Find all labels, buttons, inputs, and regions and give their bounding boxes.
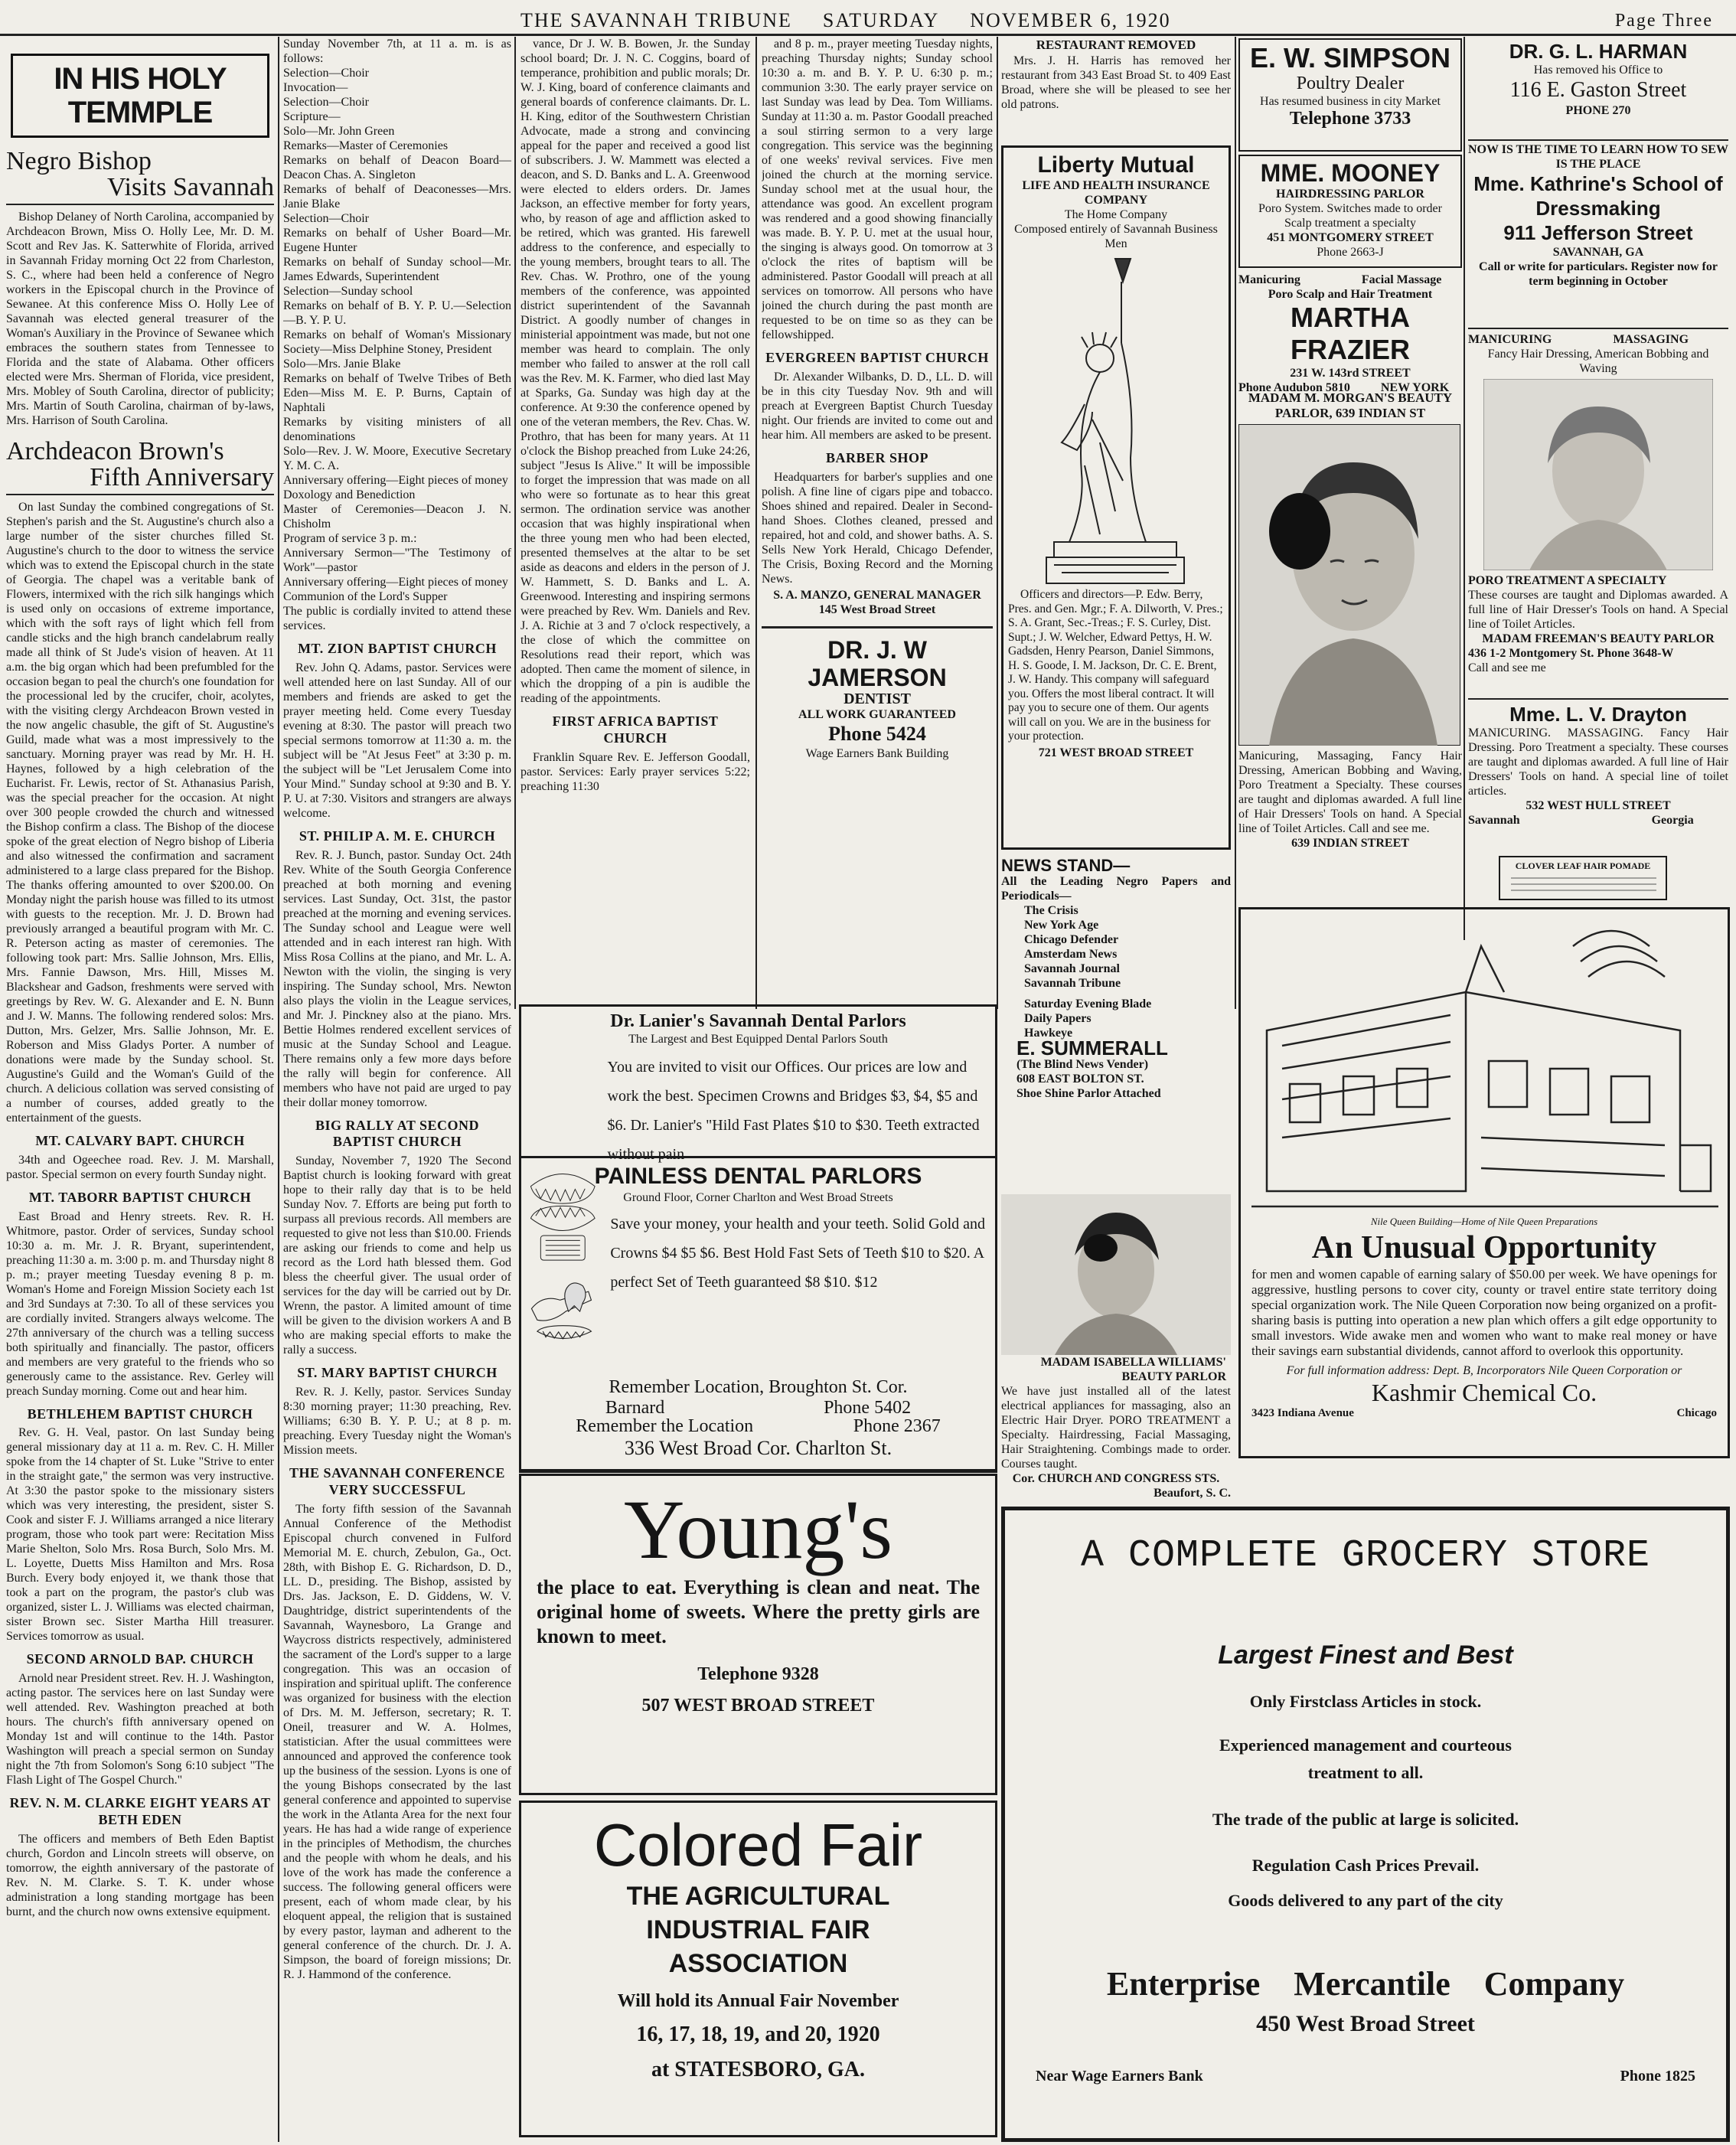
ad-body: Officers and directors—P. Edw. Berry, Pres. and Gen. Mgr.; F. A. Dilworth, V. Pres.; S. A. Grant, Sec.-Treas.; F. S. Curley, Dist. Supt.; J. W. Welcher, Edward Pettys, H. W. Gadsden, Henry Pearson, Daniel Simmons, H. S. Goode, I. M. Jackson, Dr. C. E. Brent, J. W. Handy. This company will safeguard you. Offers the most liberal contract. It will pay you to secure one of them. Our agents will call on you. We are in the business for your protection. bbox=[1008, 588, 1223, 743]
ad-phone: Phone 1825 bbox=[1620, 2068, 1695, 2085]
program-item: Anniversary Sermon—"The Testimony of Work"—pastor bbox=[283, 547, 511, 574]
ad-line: MANICURING MASSAGING bbox=[1468, 333, 1689, 346]
program-list bbox=[283, 66, 511, 633]
ad-line: NOW IS THE TIME TO LEARN HOW TO SEW bbox=[1468, 143, 1728, 156]
ad-line: The trade of the public at large is solicited. bbox=[1212, 1810, 1519, 1829]
ad-body: Manicuring, Massaging, Fancy Hair Dressing, American Bobbing and Waving, Poro Treatment a Specialty. These courses are taught and diplomas awarded. A full line of Hair Dressers' Tools on hand. A Special line of Toilet Articles. Call and see me. bbox=[1238, 749, 1462, 835]
ad-subtitle: Poultry Dealer bbox=[1296, 73, 1405, 93]
news-stand-ad bbox=[1001, 857, 1231, 1194]
church-heading: THE SAVANNAH CONFERENCE VERY SUCCESSFUL bbox=[289, 1464, 505, 1497]
ad-line: Experienced management and courteous treatment to all. bbox=[1219, 1735, 1512, 1782]
ad-address: 451 MONTGOMERY STREET bbox=[1267, 231, 1434, 244]
ad-body: Headquarters for barber's supplies and one polish. A fine line of cigars pipe and tobacco. Shoes shined and repaired. Dealer in Second-hand Shoes. Clothes cleaned, pressed and repaired, hot and cold, and shower baths. A. S. Sells New York Herald, Chicago Defender, The Crisis, Boxing Record and the Morning News. bbox=[762, 470, 993, 586]
ad-address: 911 Jefferson Street bbox=[1503, 221, 1693, 244]
church-body: East Broad and Henry streets. Rev. R. H. Whitmore, pastor. Order of services, Sunday school 10:30 a. m. Mr. J. R. Bryant, superintendent, preaching 11:30 a. m. 3:00 p. m. and Thursday night 8 p. m.; prayer meeting Tuesday evening 8 p. m. Woman's Home and Foreign Mission Society each 1st and 3rd Sundays at 7:30. To all of these services you are cordially invited. Strangers always welcome. The 27th anniversary of the church was a telling success both spiritually and financially. The pastor, officers and members are very grateful to the friends who so generously came to the assistance. Rev. Gerley will preach Sunday morning. Come out and hear him. bbox=[6, 1210, 274, 1398]
column-1 bbox=[6, 37, 274, 2138]
story-body: vance, Dr J. W. B. Bowen, Jr. the Sunday school board; Dr. J. N. C. Coggins, board of temperance, prohibition and public morals; Dr. W. J. King, board of conference claimants and general boards of conference claimants. Dr. L. H. King, editor of the Southwestern Christian Advocate, made a strong and convincing appeal for the paper and received a good list of subscribers. J. W. Mammett was elected a deacon, and S. D. Banks and L. A. Greenwood were elected to elders orders. Dr. James Jackson, an effective member for forty years, who, by reason of age and affliction asked to be retired, which was granted. His farewell address to the conference, and especially to the young members, brought tears to all. The Rev. Chas. W. Prothro, one of the young members of the conference, was appointed district superintendent of the Savannah District. A goodly number of changes in ministerial appointment was made, but not one member was heard to complain. The only member who failed to answer at the roll call was the Rev. M. K. Farmer, who died last May at Sparks, Ga. Sunday was high day at the conference. At 9:30 the conference opened by one of the veteran members, the Rev. Chas. W. Prothro, that has been for many years. At 11 o'clock the Bishop preached from Luke 24:26, subject "Jesus Is Alive." It will be impossible to forget the impression that was made on all who were so fortunate as to hear this great sermon. The ordination service was another occasion that was highly inspirational when the three young men who had been elected, presented themselves at the altar to be set aside as deacons and elders in the person of J. W. Hammett, S. D. Banks and L. A. Greenwood. Interesting and inspiring sermons were preached by Rev. Wm. Daniels and Rev. J. A. Richie at 3 and 7 o'clock respectively, a the close of which the committee on Resolutions read their report, which was adopted. Then came the moment of silence, in which the dropping of a pin is audible the reading of the appointments. bbox=[520, 38, 750, 705]
page-number: Page Three bbox=[1614, 10, 1713, 31]
column-rule bbox=[1235, 37, 1236, 1009]
ad-title: Liberty Mutual bbox=[1037, 152, 1195, 178]
ad-title: PAINLESS DENTAL PARLORS bbox=[594, 1164, 922, 1189]
simpson-ad bbox=[1238, 38, 1462, 152]
ad-line: ALL WORK GUARANTEED bbox=[798, 708, 956, 722]
martha-frazier-ad bbox=[1238, 273, 1462, 394]
ad-subtitle: LIFE AND HEALTH INSURANCE COMPANY bbox=[1022, 179, 1210, 207]
program-item: Communion of the Lord's Supper bbox=[283, 590, 448, 603]
headline-line: Negro Bishop bbox=[6, 147, 152, 175]
nile-queen-building-illustration bbox=[1251, 916, 1718, 1214]
section-title: IN HIS HOLY TEMMPLE bbox=[54, 62, 227, 129]
ad-line: For full information address: Dept. B, Incorporators Nile Queen Corporation or bbox=[1286, 1364, 1682, 1377]
column-3 bbox=[520, 37, 750, 994]
ad-phone: Phone 5402 bbox=[824, 1398, 912, 1418]
drayton-ad bbox=[1468, 703, 1728, 856]
ad-body: We have just installed all of the latest electrical appliances for massaging, also an Electric Hair Dryer. PORO TREATMENT a Specialty. Hairdressing, Facial Massaging, Hair Straightening. Combings made to order. Courses taught. bbox=[1001, 1385, 1231, 1471]
ad-address: 608 EAST BOLTON ST. bbox=[1016, 1072, 1144, 1086]
ad-address: 3423 Indiana Avenue bbox=[1251, 1407, 1354, 1419]
paper-list bbox=[1001, 903, 1231, 991]
program-item: Selection—Sunday school bbox=[283, 285, 413, 298]
ad-body: Will hold its Annual Fair November bbox=[617, 1991, 899, 2011]
ad-body: MANICURING. MASSAGING. Fancy Hair Dressing. Poro Treatment a specialty. These courses are taught and diplomas awarded. A full line of Hair Dressers' Tools on hand. A special line of toilet articles. bbox=[1468, 726, 1728, 798]
ad-line: Scalp treatment a specialty bbox=[1284, 217, 1416, 230]
painless-dental-ad bbox=[519, 1156, 997, 1471]
ad-address: 231 W. 143rd STREET bbox=[1290, 367, 1411, 380]
column-4 bbox=[762, 37, 993, 1001]
ad-address: 532 WEST HULL STREET bbox=[1526, 799, 1671, 812]
program-item: Remarks by visiting ministers of all denominations bbox=[283, 416, 511, 443]
harman-ad bbox=[1468, 40, 1728, 139]
fair-place: at STATESBORO, GA. bbox=[651, 2058, 865, 2081]
ad-rule bbox=[1468, 139, 1728, 141]
ad-address: Wage Earners Bank Building bbox=[805, 747, 949, 761]
ad-name: MADAM FREEMAN'S BEAUTY PARLOR bbox=[1482, 632, 1715, 645]
program-item: Scripture— bbox=[283, 110, 341, 123]
paper-name: Daily Papers bbox=[1024, 1011, 1092, 1025]
masthead-date: NOVEMBER 6, 1920 bbox=[970, 9, 1171, 31]
ad-address: 436 1-2 Montgomery St. Phone 3648-W bbox=[1468, 647, 1674, 660]
ad-street: Barnard bbox=[605, 1398, 665, 1418]
ad-location: Remember Location, Broughton St. Cor. bbox=[609, 1377, 908, 1397]
headline-line: Visits Savannah bbox=[107, 173, 274, 201]
headline-line: Fifth Anniversary bbox=[90, 463, 274, 491]
ad-company: Kashmir Chemical Co. bbox=[1371, 1379, 1597, 1406]
paper-name: Chicago Defender bbox=[1024, 932, 1119, 946]
program-item: Solo—Mrs. Janie Blake bbox=[283, 358, 401, 371]
illustration-caption: Nile Queen Building—Home of Nile Queen Preparations bbox=[1370, 1216, 1598, 1227]
liberty-mutual-ad bbox=[1001, 145, 1231, 850]
church-heading: MT. CALVARY BAPT. CHURCH bbox=[35, 1133, 245, 1148]
story-body: On last Sunday the combined congregations of St. Stephen's parish and the St. Augustine's church also a large number of the sister churches filled St. Augustine's church to the door to witness the service which was to extend the Episcopal church in the state of Georgia. The chapel was a veritable bank of Flowers, intermixed with the rich silk hangings which is used only on occasions of extreme importance, which with the soft rays of light which fell from candle sticks and the high branch candelabrum really made all think of St Jude's vision of heaven. At 11 a.m. the big organ which had been prefumbled for the occasion began to peal the church's one foundation for the processional led by the crucifer, choir, acolytes, with the visiting clergy Archdeacon Brown vested in the now angelic chasuble, the gift of St. Augustine's Guild, made what was a most impressively to the sanctuary. Morning prayer was read by Mr. H. H. Haynes, followed by a high celebration of the Eucharist. Fr. Lewis, rector of St. Athanasius Parish, was the special preacher for the occasion. At night over 300 people crowded the church and witnessed the Bishop confirm a class. The Bishop of the diocese spoke of the great election of Negro bishop of Liberia and also witnessed the confirmation and sacrament administered to a large class prepared for the Bishop. The thanks offering amounted to over $200.00. On Monday night the parish house was filled to its utmost with guests to the reception. Mr. J. D. Brown had previously arranged a beautiful program with Mr. C. R. Peterson acting as master of ceremonies. The following took part: Mrs. Sallie Johnson, Mrs. Ellis, Mrs. Fannie Dawson, Mrs. Hill, Misses M. Blackshear and Gadson, freshments were served with greetings by Rev. W. G. Alexander and E. N. Bunn and J. W. Manns. The following rendered solos: Mrs. Dutton, Mrs. Gelzer, Mrs. Sallie Johnson, Mr. E. Roberson and Miss Gladys Porter. A number of donations were made by the Sunday school. St. Augustine's Guild and the Woman's Guild of the church. A delicious collation was served consisting of a number of courses, added greatly to the entertainment of the guests. bbox=[6, 501, 274, 1125]
ad-line: (The Blind News Vender) bbox=[1016, 1057, 1149, 1071]
church-body: Dr. Alexander Wilbanks, D. D., LL. D. will be in this city Tuesday Nov. 9th and will preach at Evergreen Baptist Church Tuesday night. Our friends are invited to come out and hear him. All members are asked to be present. bbox=[762, 370, 993, 442]
portrait-photo bbox=[1238, 424, 1460, 746]
ad-address: 336 West Broad Cor. Charlton St. bbox=[624, 1437, 892, 1459]
program-item: Anniversary offering—Eight pieces of money bbox=[283, 474, 508, 487]
program-item: Selection—Choir bbox=[283, 212, 369, 225]
ad-name: DR. J. W JAMERSON bbox=[808, 635, 947, 691]
story-headline bbox=[6, 149, 274, 201]
church-heading: REV. N. M. CLARKE EIGHT YEARS AT BETH EDEN bbox=[9, 1795, 271, 1827]
paper-name: Hawkeye bbox=[1024, 1026, 1073, 1040]
freeman-beauty-ad bbox=[1468, 332, 1728, 700]
program-item: Remarks on behalf of Sunday school—Mr. James Edwards, Superintendent bbox=[283, 256, 511, 283]
program-item: Remarks on behalf of Usher Board—Mr. Eugene Hunter bbox=[283, 227, 511, 254]
clover-leaf-label bbox=[1499, 856, 1667, 900]
column-rule bbox=[514, 37, 516, 1009]
ad-phone: Telephone 9328 bbox=[697, 1664, 819, 1684]
program-item: Remarks of behalf of Deaconesses—Mrs. Janie Blake bbox=[283, 183, 511, 211]
ad-line: Composed entirely of Savannah Business Men bbox=[1014, 223, 1218, 250]
ad-title: An Unusual Opportunity bbox=[1311, 1230, 1657, 1265]
ad-line: Call and see me bbox=[1468, 661, 1546, 674]
nile-queen-ad bbox=[1238, 907, 1730, 1458]
youngs-ad bbox=[519, 1474, 997, 1795]
ad-city: SAVANNAH, GA bbox=[1552, 246, 1644, 259]
ad-line: The Home Company bbox=[1064, 208, 1168, 221]
ad-rule bbox=[1468, 328, 1728, 329]
program-item: Remarks on behalf of Twelve Tribes of Beth Eden—Miss M. E. P. Burns, Captain of Naphtali bbox=[283, 372, 511, 414]
ad-label: CLOVER LEAF HAIR POMADE bbox=[1515, 860, 1651, 871]
statue-of-liberty-illustration bbox=[1008, 251, 1222, 588]
tooth-hand-illustration bbox=[526, 1210, 602, 1416]
program-item: Anniversary offering—Eight pieces of money bbox=[283, 576, 508, 589]
column-rule bbox=[1464, 37, 1465, 940]
ad-address: 450 West Broad Street bbox=[1256, 2011, 1475, 2036]
ad-title: Young's bbox=[623, 1483, 893, 1576]
column-rule bbox=[278, 37, 279, 2142]
church-body: Rev. John Q. Adams, pastor. Services were well attended here on last Sunday. All of our members and friends are asked to get the prayer meeting held. Come every Tuesday evening at 8:30. The pastor will preach two special sermons tomorrow at 11:30 a. m. the subject will be "At Jesus Feet" at 3:30 p. m. the subject will be "Let Jerusalem Come into Your Mind." Sunday school at 9:30 and B. Y. P. U. at 7:30. Visitors and strangers are always welcome. bbox=[283, 661, 511, 820]
church-body: The officers and members of Beth Eden Baptist church, Gordon and Lincoln streets will observe, on tomorrow, the eighth anniversary of the pastorate of Rev. N. M. Clarke. S. T. K. under whose administration a long standing mortgage has been burnt, and the church now owns extensive equipment. bbox=[6, 1832, 274, 1918]
portrait-photo bbox=[1001, 1194, 1231, 1355]
ad-phone: Phone 2367 bbox=[853, 1416, 941, 1436]
ad-city: Chicago bbox=[1676, 1407, 1717, 1419]
ad-phone: Phone 5424 bbox=[828, 723, 926, 746]
church-body: Sunday, November 7, 1920 The Second Baptist church is looking forward with great hope to their rally day that is to be held Sunday Nov. 7. Efforts are being put forth to surpass all previous records. All members are requested to give not less than $10.00. Friends are asking our friends to come and help us record as the Lord hath blessed them. God bless the cheerful giver. The usual order of services for the day will be carried out by Dr. Wrenn, the pastor. A limited amount of time will be given to the division workers A and B who are making special efforts to make the rally a success. bbox=[283, 1154, 511, 1357]
grocery-store-ad bbox=[1001, 1507, 1730, 2142]
ad-title: NEWS STAND— bbox=[1001, 857, 1131, 875]
program-item: Solo—Rev. J. W. Moore, Executive Secretary Y. M. C. A. bbox=[283, 445, 511, 472]
program-item: Remarks on behalf of Deacon Board—Deacon Chas. A. Singleton bbox=[283, 154, 511, 181]
headline-line: Archdeacon Brown's bbox=[6, 437, 224, 465]
program-intro: Sunday November 7th, at 11 a. m. is as follows: bbox=[283, 38, 511, 65]
church-heading: MT. ZION BAPTIST CHURCH bbox=[298, 641, 497, 656]
program-item: Program of service 3 p. m.: bbox=[283, 532, 417, 545]
church-heading: FIRST AFRICA BAPTIST CHURCH bbox=[552, 713, 719, 746]
masthead-rule bbox=[0, 34, 1736, 36]
ad-line: Regulation Cash Prices Prevail. bbox=[1251, 1856, 1480, 1875]
ad-name: MARTHA FRAZIER bbox=[1291, 302, 1410, 365]
program-item: The public is cordially invited to attend these services. bbox=[283, 605, 511, 632]
column-rule bbox=[997, 37, 998, 1009]
ad-line: Poro System. Switches made to order bbox=[1258, 202, 1442, 215]
ad-city: Savannah Georgia bbox=[1468, 814, 1694, 827]
ad-name: E. SUMMERALL bbox=[1016, 1036, 1168, 1059]
ad-name: DR. G. L. HARMAN bbox=[1509, 40, 1688, 63]
ad-title: MADAM ISABELLA WILLIAMS' BEAUTY PARLOR bbox=[1040, 1356, 1226, 1383]
column-rule bbox=[755, 37, 757, 1009]
paper-name: THE SAVANNAH TRIBUNE bbox=[520, 9, 792, 31]
ad-phone: Telephone 3733 bbox=[1289, 109, 1411, 129]
ad-name: Mme. Kathrine's School of Dressmaking bbox=[1473, 172, 1723, 220]
ad-location: Remember the Location bbox=[576, 1416, 754, 1436]
ad-phone: PHONE 270 bbox=[1565, 104, 1631, 117]
program-item: Solo—Mr. John Green bbox=[283, 125, 395, 138]
ad-body: for men and women capable of earning salary of $50.00 per week. We have openings for aggressive, hustling persons to cover city, county or travel entire state territory doing special organization work. The Nile Queen Corporation now being organized on a profit-sharing basis is putting into operation a new plan which offers a gilt edge opportunity to small investors. Wide awake men and women who want to make real money or have their savings earn substantial dividends, cannot afford to overlook this opportunity. bbox=[1251, 1267, 1717, 1358]
portrait-photo bbox=[1483, 379, 1713, 570]
church-heading: ST. PHILIP A. M. E. CHURCH bbox=[299, 828, 496, 844]
church-body: The forty fifth session of the Savannah Annual Conference of the Methodist Episcopal church convened in Fulford Memorial M. E. church, Zebulon, Ga., Oct. 28th, with Bishop E. G. Richardson, D. D., LL. D., presiding. The Bishop, assisted by Drs. Jas. Jackson, E. D. Giddens, W. V. Daughtridge, district superintendents of the Savannah, Waynesboro, La Grange and Waycross districts respectively, administered the sacrament of the Lord's supper to a large congregation. This was an occasion of inspiration and spiritual uplift. The conference was organized for business with the election of Drs. M. M. Jefferson, secretary; R. T. Oneil, treasurer and W. A. Holmes, statistician. After the usual committees were announced and approved the conference took up the business of the session. Lyons is one of the young Bishops consecrated by the last general conference and appointed to supervise the work in the Atlanta Area for the next four years. He has had a wide range of experience in the principles of Methodism, the churches and the people with whom he deals, and his love of the work has made the conference a success. The following general officers were present, each of whom made clear, by his eloquent appeal, the religion that is sustained by every pastor, layman and adherent to the general conference of the church. Dr. J. A. Simpson, the board of foreign missions; Dr. R. J. Hammond of the conference. bbox=[283, 1502, 511, 1981]
notice-body: Mrs. J. H. Harris has removed her restaurant from 343 East Broad St. to 409 East Broad, where she will be pleased to see her old patrons. bbox=[1001, 54, 1231, 111]
ad-title: Dr. Lanier's Savannah Dental Parlors bbox=[610, 1011, 906, 1031]
ad-phone: Phone 2663-J bbox=[1317, 246, 1384, 259]
ad-name: MME. MOONEY bbox=[1260, 159, 1441, 187]
program-item: Selection—Choir bbox=[283, 96, 369, 109]
label-lines-icon bbox=[1503, 872, 1664, 895]
ad-title: MADAM M. MORGAN'S BEAUTY PARLOR, 639 INDIAN ST bbox=[1248, 390, 1453, 420]
ad-line: Has resumed business in city Market bbox=[1260, 95, 1441, 108]
ad-phone: Phone Audubon 5810 NEW YORK bbox=[1238, 381, 1450, 394]
ad-subtitle: The Largest and Best Equipped Dental Parlors South bbox=[628, 1033, 888, 1046]
ad-body: Save your money, your health and your teeth. Solid Gold and Crowns $4 $5 $6. Best Hold Fast Sets of Teeth $10 to $20. A perfect Set of Teeth guaranteed $8 $10. $12 bbox=[610, 1216, 986, 1291]
ad-line: All the Leading Negro Papers and Periodicals— bbox=[1001, 874, 1231, 903]
program-item: Master of Ceremonies—Deacon J. N. Chisholm bbox=[283, 503, 511, 531]
ad-address: 721 WEST BROAD STREET bbox=[1038, 746, 1194, 759]
ad-address: Cor. CHURCH AND CONGRESS STS. bbox=[1012, 1472, 1220, 1485]
ad-city: Beaufort, S. C. bbox=[1154, 1487, 1231, 1500]
church-heading: SECOND ARNOLD BAP. CHURCH bbox=[26, 1651, 254, 1667]
column-2 bbox=[283, 37, 511, 2138]
program-item: Doxology and Benediction bbox=[283, 488, 416, 501]
colored-fair-ad bbox=[519, 1801, 997, 2137]
church-heading: BIG RALLY AT SECOND BAPTIST CHURCH bbox=[315, 1117, 480, 1150]
fair-dates: 16, 17, 18, 19, and 20, 1920 bbox=[636, 2023, 880, 2046]
church-body: Rev. R. J. Kelly, pastor. Services Sunday 8:30 morning prayer; 11:30 preaching, Rev. Williams; 6:30 B. Y. P. U.; at 8 p. m. preaching. Every Tuesday night the Woman's Mission meets. bbox=[283, 1385, 511, 1457]
masthead bbox=[520, 8, 1713, 34]
ad-body: You are invited to visit our Offices. Our prices are low and work the best. Specimen Crowns and Bridges $3, $4, $5 and $6. Dr. Lanier's "Hild Fast Plates $10 to $30. Teeth extracted without pain bbox=[607, 1059, 980, 1163]
ad-line: Has removed his Office to bbox=[1533, 64, 1663, 77]
ad-subtitle: DENTIST bbox=[844, 690, 911, 707]
mooney-ad bbox=[1238, 155, 1462, 268]
ad-line: Call or write for particulars. Register now for term beginning in October bbox=[1479, 260, 1718, 288]
program-item: Invocation— bbox=[283, 81, 348, 94]
ad-line: Shoe Shine Parlor Attached bbox=[1016, 1086, 1161, 1100]
church-body: Rev. G. H. Veal, pastor. On last Sunday being general missionary day at 11 a. m. Rev. C. H. Miller spoke from the 14 chapter of St. Luke "Strive to enter in the straight gate," the sermon was very instructive. At 3:30 the pastor spoke to the missionary sisters which was very interesting, the president, sister S. Cook and sister F. J. Williams arranged a nice literary program, those who took part were: Recitation Miss Marie Shelton, Solo Mrs. Rosa Burch, Solo Mrs. M. L. Loyette, Duetts Miss Hamilton and Mrs. Rosa Burch. Every body enjoyed it, we thank those that took a part on the program, the pastor's club was organized, sister L. J. Williams was elected chairman, sister Brown sec. Sister Martha Hill treasurer. Services tomorrow as usual. bbox=[6, 1426, 274, 1644]
ad-heading: BARBER SHOP bbox=[825, 449, 929, 465]
church-body: Rev. R. J. Bunch, pastor. Sunday Oct. 24th Rev. White of the South Georgia Conference preached at both morning and evening services. Last Sunday, Oct. 31st, the pastor preached at the morning and evening services. The Sunday school and League were well attended and in each interest ran high. With Miss Rosa Collins at the piano, and Mr. L. A. Newton with the violin, the singing is very inspiring. The Sunday school, Mrs. Newton also plays the violin in the League services, and Mr. J. Pinckney also at the piano. Mrs. Bettie Holmes rendered excellent services of music at the Sunday School and League. There remains only a few more days before the rally will begin for conference. All members who have not paid are urged to pay their dollar money tomorrow. bbox=[283, 848, 511, 1109]
ad-line: IS THE PLACE bbox=[1555, 158, 1641, 171]
church-heading: BETHLEHEM BAPTIST CHURCH bbox=[27, 1406, 253, 1422]
program-item: Remarks on behalf of B. Y. P. U.—Selection—B. Y. P. U. bbox=[283, 299, 511, 327]
church-body: Arnold near President street. Rev. H. J. Washington, acting pastor. The services here on last Sunday were well attended. Rev. Washington preached at both hours. The church's fifth anniversary opened on Monday 1st and will continue to the 14th. Pastor Washington will preach a special sermon on Sunday night the 7th from Solomon's Song 6:10 subject "The Flash Light of The Gospel Church." bbox=[6, 1672, 274, 1788]
church-body: Franklin Square Rev. E. Jefferson Goodall, pastor. Services: Early prayer services 5:22; preaching 11:30 bbox=[520, 750, 750, 793]
ad-body: These courses are taught and Diplomas awarded. A full line of Hair Dresser's Tools on hand. A Special line of Toilet Articles. bbox=[1468, 589, 1728, 631]
paper-name: Amsterdam News bbox=[1024, 947, 1118, 961]
morgan-beauty-ad bbox=[1238, 390, 1462, 850]
ad-name: E. W. SIMPSON bbox=[1249, 42, 1451, 73]
ad-subtitle: HAIRDRESSING PARLOR bbox=[1276, 188, 1424, 201]
ad-subtitle: Fancy Hair Dressing, American Bobbing and Waving bbox=[1487, 348, 1709, 375]
paper-name: The Crisis bbox=[1024, 903, 1078, 917]
paper-list bbox=[1001, 997, 1231, 1040]
ad-tagline: Largest Finest and Best bbox=[1218, 1641, 1513, 1670]
story-body: Bishop Delaney of North Carolina, accompanied by Archdeacon Brown, Miss O. Holly Lee, Mr. D. M. Scott and Rev Jas. K. Satterwhite of Florida, arrived in Savannah Friday morning Oct 22 from Charleston, S. C., where had been held a conference of Negro workers in the Episcopal church in the Province of Sewanee. At this conference Miss O. Holly Lee of Savannah was elected general treasurer of the Woman's Auxiliary in the Province of Sewanee which embraces the southern states from Tennessee to Florida and the state of Alabama. Other officers elected were Mrs. Sherman of Florida, vice president, Mrs. Mobley of South Carolina, director of publicity; Mrs. Martin of South Carolina, chairman of by-laws, Mrs. Harrison of South Carolina. bbox=[6, 211, 274, 427]
ad-subtitle: THE AGRICULTURAL INDUSTRIAL FAIR ASSOCIATION bbox=[626, 1882, 890, 1978]
paper-name: New York Age bbox=[1024, 918, 1099, 932]
ad-line: Goods delivered to any part of the city bbox=[1228, 1891, 1503, 1910]
paper-name: Savannah Tribune bbox=[1024, 976, 1121, 990]
story-headline bbox=[6, 439, 274, 491]
ad-name: Mme. L. V. Drayton bbox=[1509, 703, 1687, 726]
ad-body: the place to eat. Everything is clean and neat. The original home of sweets. Where the pretty girls are known to meet. bbox=[537, 1576, 980, 1647]
program-item: Remarks on behalf of Woman's Missionary Society—Miss Delphine Stoney, President bbox=[283, 328, 511, 356]
paper-name: Saturday Evening Blade bbox=[1024, 997, 1152, 1010]
program-item: Remarks—Master of Ceremonies bbox=[283, 139, 449, 152]
ad-address: 507 WEST BROAD STREET bbox=[641, 1696, 875, 1716]
church-heading: ST. MARY BAPTIST CHURCH bbox=[297, 1365, 498, 1381]
church-body: 34th and Ogeechee road. Rev. J. M. Marshall, pastor. Special sermon on every fourth Sunday night. bbox=[6, 1153, 274, 1181]
ad-subtitle: Ground Floor, Corner Charlton and West Broad Streets bbox=[623, 1191, 893, 1204]
kathrine-dressmaking-ad bbox=[1468, 142, 1728, 326]
ad-signature: S. A. MANZO, GENERAL MANAGER bbox=[773, 588, 981, 602]
ad-line: Near Wage Earners Bank bbox=[1036, 2068, 1203, 2085]
notice-heading: RESTAURANT REMOVED bbox=[1036, 38, 1196, 52]
ad-specialty: PORO TREATMENT A SPECIALTY bbox=[1468, 574, 1667, 587]
ad-company: Enterprise Mercantile Company bbox=[1106, 1965, 1625, 2003]
ad-address: 116 E. Gaston Street bbox=[1509, 78, 1687, 102]
ad-address: 145 West Broad Street bbox=[818, 602, 936, 616]
ad-rule bbox=[1468, 698, 1728, 700]
isabella-williams-ad bbox=[1001, 1194, 1231, 1508]
section-banner bbox=[11, 54, 269, 138]
church-heading: EVERGREEN BAPTIST CHURCH bbox=[765, 350, 989, 365]
ad-title: Colored Fair bbox=[593, 1811, 923, 1879]
church-heading: MT. TABORR BAPTIST CHURCH bbox=[28, 1189, 252, 1205]
masthead-day: SATURDAY bbox=[822, 9, 940, 31]
story-body: and 8 p. m., prayer meeting Tuesday nights, preaching Thursday nights; Sunday school 10:30 a. m. and B. Y. P. U. 6:30 p. m.; communion 3:30. The early prayer service on last Sunday was lead by Dea. Tom Williams. Sunday at 11:30 a. m. Pastor Goodall preached a soul stirring sermon to a very large congregation. This service was the beginning of one weeks' revival services. Five men joined the church at the morning service. Sunday school met at the usual hour, the attendance was good. An excellent program was rendered and a good showing financially was made. B. Y. P. U. met at the usual hour, the singing is always good. On tomorrow at 3 o'clock the rites of baptism will be administered. Pastor Goodall will preach at all services on tomorrow. All persons who have joined the church during the past month are requested to be on time so as they can be fellowshipped. bbox=[762, 38, 993, 341]
ad-title: A COMPLETE GROCERY STORE bbox=[1080, 1534, 1651, 1578]
ad-line: Only Firstclass Articles in stock. bbox=[1249, 1692, 1482, 1711]
ad-address: 639 INDIAN STREET bbox=[1291, 837, 1409, 850]
paper-name: Savannah Journal bbox=[1024, 961, 1120, 975]
ad-subtitle: Poro Scalp and Hair Treatment bbox=[1268, 288, 1433, 301]
program-item: Selection—Choir bbox=[283, 67, 369, 80]
ad-line: Manicuring Facial Massage bbox=[1238, 273, 1442, 286]
